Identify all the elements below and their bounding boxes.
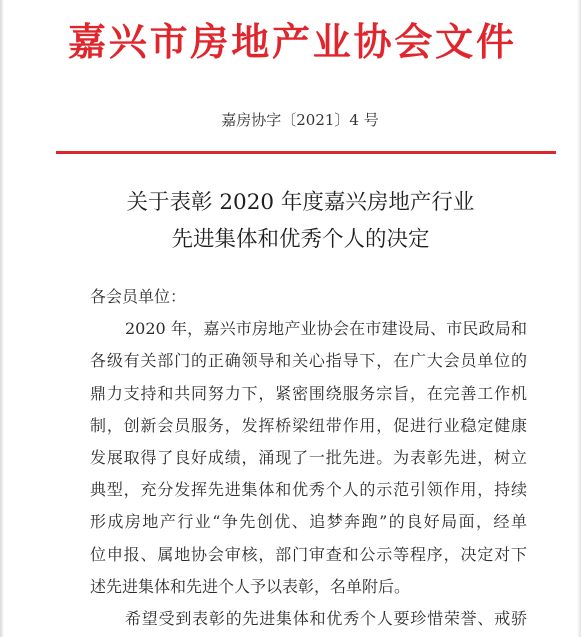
document-header-title: 嘉兴市房地产业协会文件 [68,19,514,64]
paragraph-line: 形成房地产行业“争先创优、追梦奔跑”的良好局面，经单 [90,512,527,532]
paragraph-line: 希望受到表彰的先进集体和优秀个人要珍惜荣誉、戒骄 [125,608,527,628]
paragraph-line: 位申报、属地协会审核，部门审查和公示等程序，决定对下 [90,544,527,564]
paragraph-line: 鼎力支持和共同努力下，紧密围绕服务宗旨，在完善工作机 [90,383,527,403]
scan-edge-left [0,0,4,637]
salutation: 各会员单位： [90,287,187,306]
title-line-2: 先进集体和优秀个人的决定 [171,227,430,252]
red-divider-line [56,151,556,154]
paragraph-line: 典型，充分发挥先进集体和优秀个人的示范引领作用，持续 [90,480,527,500]
paragraph-line: 制，创新会员服务，发挥桥梁纽带作用，促进行业稳定健康 [90,415,527,435]
decision-title [20,189,581,263]
paragraph-line: 2020 年，嘉兴市房地产业协会在市建设局、市民政局和 [125,319,527,339]
document-body [90,281,527,635]
paragraph-line: 述先进集体和先进个人予以表彰，名单附后。 [90,576,411,596]
paragraph-line: 各级有关部门的正确领导和关心指导下，在广大会员单位的 [90,351,527,371]
document-number: 嘉房协字〔2021〕4 号 [221,111,379,129]
scan-edge-right [577,0,581,637]
paragraph-line: 发展取得了良好成绩，涌现了一批先进。为表彰先进，树立 [90,447,527,467]
title-line-1: 关于表彰 2020 年度嘉兴房地产行业 [126,190,475,215]
